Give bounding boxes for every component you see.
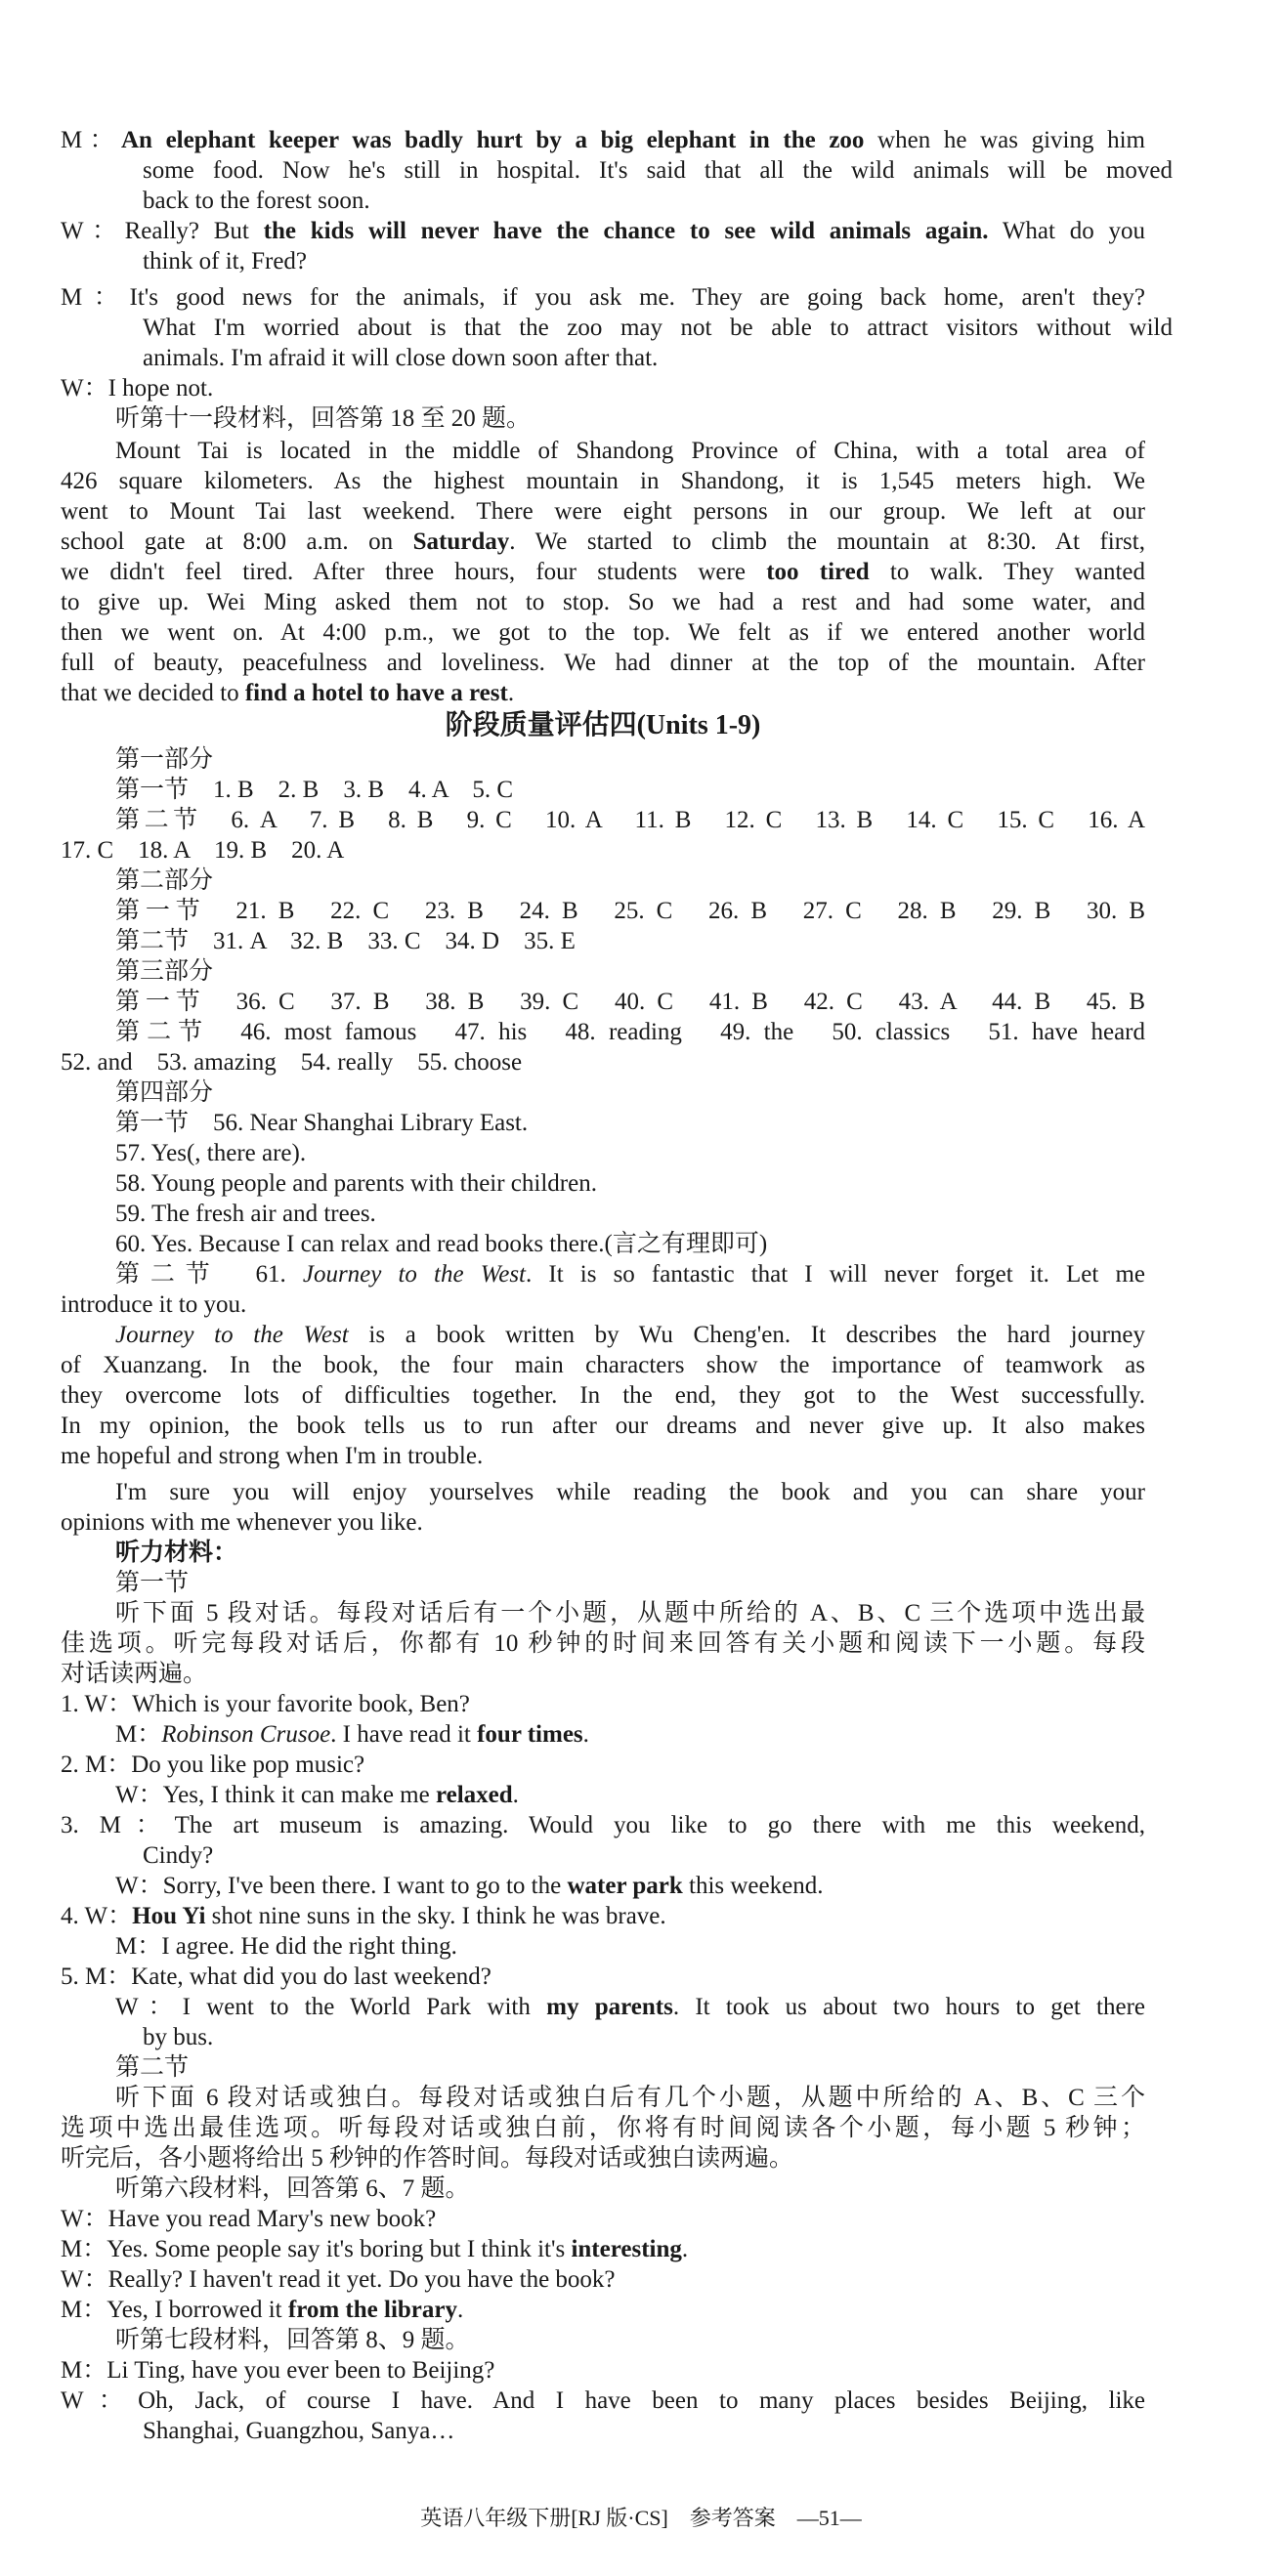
text-line: 58. Young people and parents with their children. — [115, 1170, 597, 1197]
text-line: they overcome lots of difficulties together. In the end, they got to the West successfully. — [61, 1382, 1145, 1409]
text-line: 2. M：Do you like pop music? — [61, 1752, 365, 1778]
text-line: 第二节 — [115, 2054, 190, 2081]
text-line: full of beauty, peacefulness and loveliness. We had dinner at the top of the mountain. After — [61, 650, 1145, 676]
text-line: introduce it to you. — [61, 1291, 247, 1318]
text-line: M：Li Ting, have you ever been to Beijing? — [61, 2357, 495, 2384]
page-footer: 英语八年级下册[RJ 版·CS] 参考答案 —51— — [420, 2506, 862, 2530]
text-line: W：Sorry, I've been there. I want to go to the water park this weekend. — [115, 1873, 824, 1899]
text-line: 52. and 53. amazing 54. really 55. choose — [61, 1049, 523, 1076]
text-line: opinions with me whenever you like. — [61, 1509, 423, 1536]
text-line: 5. M：Kate, what did you do last weekend? — [61, 1964, 491, 1990]
text-line: we didn't feel tired. After three hours, four students were too tired to walk. They wanted — [61, 559, 1145, 585]
text-line: 听第六段材料，回答第 6、7 题。 — [115, 2175, 470, 2202]
section-title: 阶段质量评估四(Units 1-9) — [445, 710, 761, 740]
text-line: In my opinion, the book tells us to run after our dreams and never give up. It also makes — [61, 1413, 1145, 1439]
text-line: W：Really? But the kids will never have the chance to see wild animals again. What do you — [61, 218, 1146, 244]
text-line: M：Yes, I borrowed it from the library. — [61, 2297, 464, 2323]
text-line: 听第七段材料，回答第 8、9 题。 — [115, 2327, 470, 2353]
text-line: 第一节 56. Near Shanghai Library East. — [115, 1110, 529, 1136]
text-line: 第三部分 — [115, 958, 214, 985]
text-line: W：I went to the World Park with my parents. It took us about two hours to get there — [115, 1994, 1145, 2020]
text-line: think of it, Fred? — [143, 248, 308, 274]
text-line: 57. Yes(, there are). — [115, 1140, 307, 1166]
text-line: 听力材料： — [115, 1540, 238, 1566]
text-line: Shanghai, Guangzhou, Sanya… — [143, 2418, 455, 2444]
text-line: Journey to the West is a book written by Wu Cheng'en. It describes the hard journey — [115, 1322, 1146, 1348]
text-line: M：An elephant keeper was badly hurt by a big elephant in the zoo when he was giving him — [61, 127, 1145, 153]
text-line: 第一部分 — [115, 746, 214, 773]
text-line: 59. The fresh air and trees. — [115, 1201, 376, 1227]
text-line: went to Mount Tai last weekend. There were eight persons in our group. We left at our — [61, 498, 1145, 525]
text-line: W：Really? I haven't read it yet. Do you have the book? — [61, 2266, 616, 2293]
text-line: 第二节 61. Journey to the West. It is so fantastic that I will never forget it. Let me — [115, 1261, 1145, 1288]
text-line: I'm sure you will enjoy yourselves while reading the book and you can share your — [115, 1479, 1145, 1505]
text-line: that we decided to find a hotel to have a rest. — [61, 680, 515, 706]
text-line: Cindy? — [143, 1842, 214, 1869]
text-line: W：Yes, I think it can make me relaxed. — [115, 1782, 519, 1808]
text-line: M：Yes. Some people say it's boring but I think it's interesting. — [61, 2236, 689, 2262]
text-line: 第一节 36. C 37. B 38. B 39. C 40. C 41. B 42. C 43. A 44. B 45. B — [115, 989, 1145, 1015]
text-line: by bus. — [143, 2024, 214, 2050]
text-line: W：Oh, Jack, of course I have. And I have been to many places besides Beijing, like — [61, 2387, 1145, 2414]
text-line: 佳选项。听完每段对话后，你都有 10 秒钟的时间来回答有关小题和阅读下一小题。每段 — [61, 1630, 1145, 1657]
text-line: W：Have you read Mary's new book? — [61, 2206, 437, 2232]
text-line: 听下面 6 段对话或独白。每段对话或独白后有几个小题，从题中所给的 A、B、C 三个 — [115, 2085, 1145, 2111]
text-line: M：Robinson Crusoe. I have read it four times. — [115, 1721, 589, 1748]
text-line: 听第十一段材料，回答第 18 至 20 题。 — [115, 405, 532, 432]
text-line: 4. W：Hou Yi shot nine suns in the sky. I think he was brave. — [61, 1903, 666, 1929]
text-line: M：I agree. He did the right thing. — [115, 1933, 457, 1960]
text-line: Mount Tai is located in the middle of Shandong Province of China, with a total area of — [115, 438, 1145, 464]
text-line: 第二节 31. A 32. B 33. C 34. D 35. E — [115, 928, 576, 954]
text-line: 选项中选出最佳选项。听每段对话或独白前，你将有时间阅读各个小题，每小题 5 秒钟； — [61, 2115, 1145, 2141]
text-line: M：It's good news for the animals, if you ask me. They are going back home, aren't they? — [61, 284, 1145, 311]
text-line: 第二部分 — [115, 867, 214, 894]
text-line: some food. Now he's still in hospital. It's said that all the wild animals will be moved — [143, 157, 1173, 184]
text-line: 3. M：The art museum is amazing. Would you like to go there with me this weekend, — [61, 1812, 1145, 1838]
text-line: 第一节 1. B 2. B 3. B 4. A 5. C — [115, 777, 513, 803]
text-line: 1. W：Which is your favorite book, Ben? — [61, 1691, 470, 1717]
text-line: 17. C 18. A 19. B 20. A — [61, 837, 345, 864]
text-line: school gate at 8:00 a.m. on Saturday. We started to climb the mountain at 8:30. At first, — [61, 528, 1145, 555]
text-line: 对话读两遍。 — [61, 1661, 208, 1687]
text-line: 第四部分 — [115, 1079, 214, 1106]
text-line: to give up. Wei Ming asked them not to stop. So we had a rest and had some water, and — [61, 589, 1145, 615]
text-line: What I'm worried about is that the zoo may not be able to attract visitors without wild — [143, 315, 1173, 341]
text-line: back to the forest soon. — [143, 188, 370, 214]
text-line: animals. I'm afraid it will close down soon after that. — [143, 345, 659, 371]
text-line: 第一节 — [115, 1570, 190, 1596]
text-line: me hopeful and strong when I'm in trouble. — [61, 1443, 484, 1469]
text-line: of Xuanzang. In the book, the four main characters show the importance of teamwork as — [61, 1352, 1145, 1378]
text-line: 听下面 5 段对话。每段对话后有一个小题，从题中所给的 A、B、C 三个选项中选出最 — [115, 1600, 1145, 1626]
text-line: 第二节 46. most famous 47. his 48. reading 49. the 50. classics 51. have heard — [115, 1019, 1145, 1045]
text-line: 听完后，各小题将给出 5 秒钟的作答时间。每段对话或独白读两遍。 — [61, 2145, 794, 2172]
text-line: W：I hope not. — [61, 375, 214, 401]
text-line: then we went on. At 4:00 p.m., we got to the top. We felt as if we entered another world — [61, 619, 1145, 646]
text-line: 60. Yes. Because I can relax and read books there.(言之有理即可) — [115, 1231, 768, 1257]
text-line: 第一节 21. B 22. C 23. B 24. B 25. C 26. B 27. C 28. B 29. B 30. B — [115, 898, 1145, 924]
text-line: 426 square kilometers. As the highest mountain in Shandong, it is 1,545 meters high. We — [61, 468, 1145, 494]
text-line: 第二节 6. A 7. B 8. B 9. C 10. A 11. B 12. C 13. B 14. C 15. C 16. A — [115, 807, 1145, 833]
